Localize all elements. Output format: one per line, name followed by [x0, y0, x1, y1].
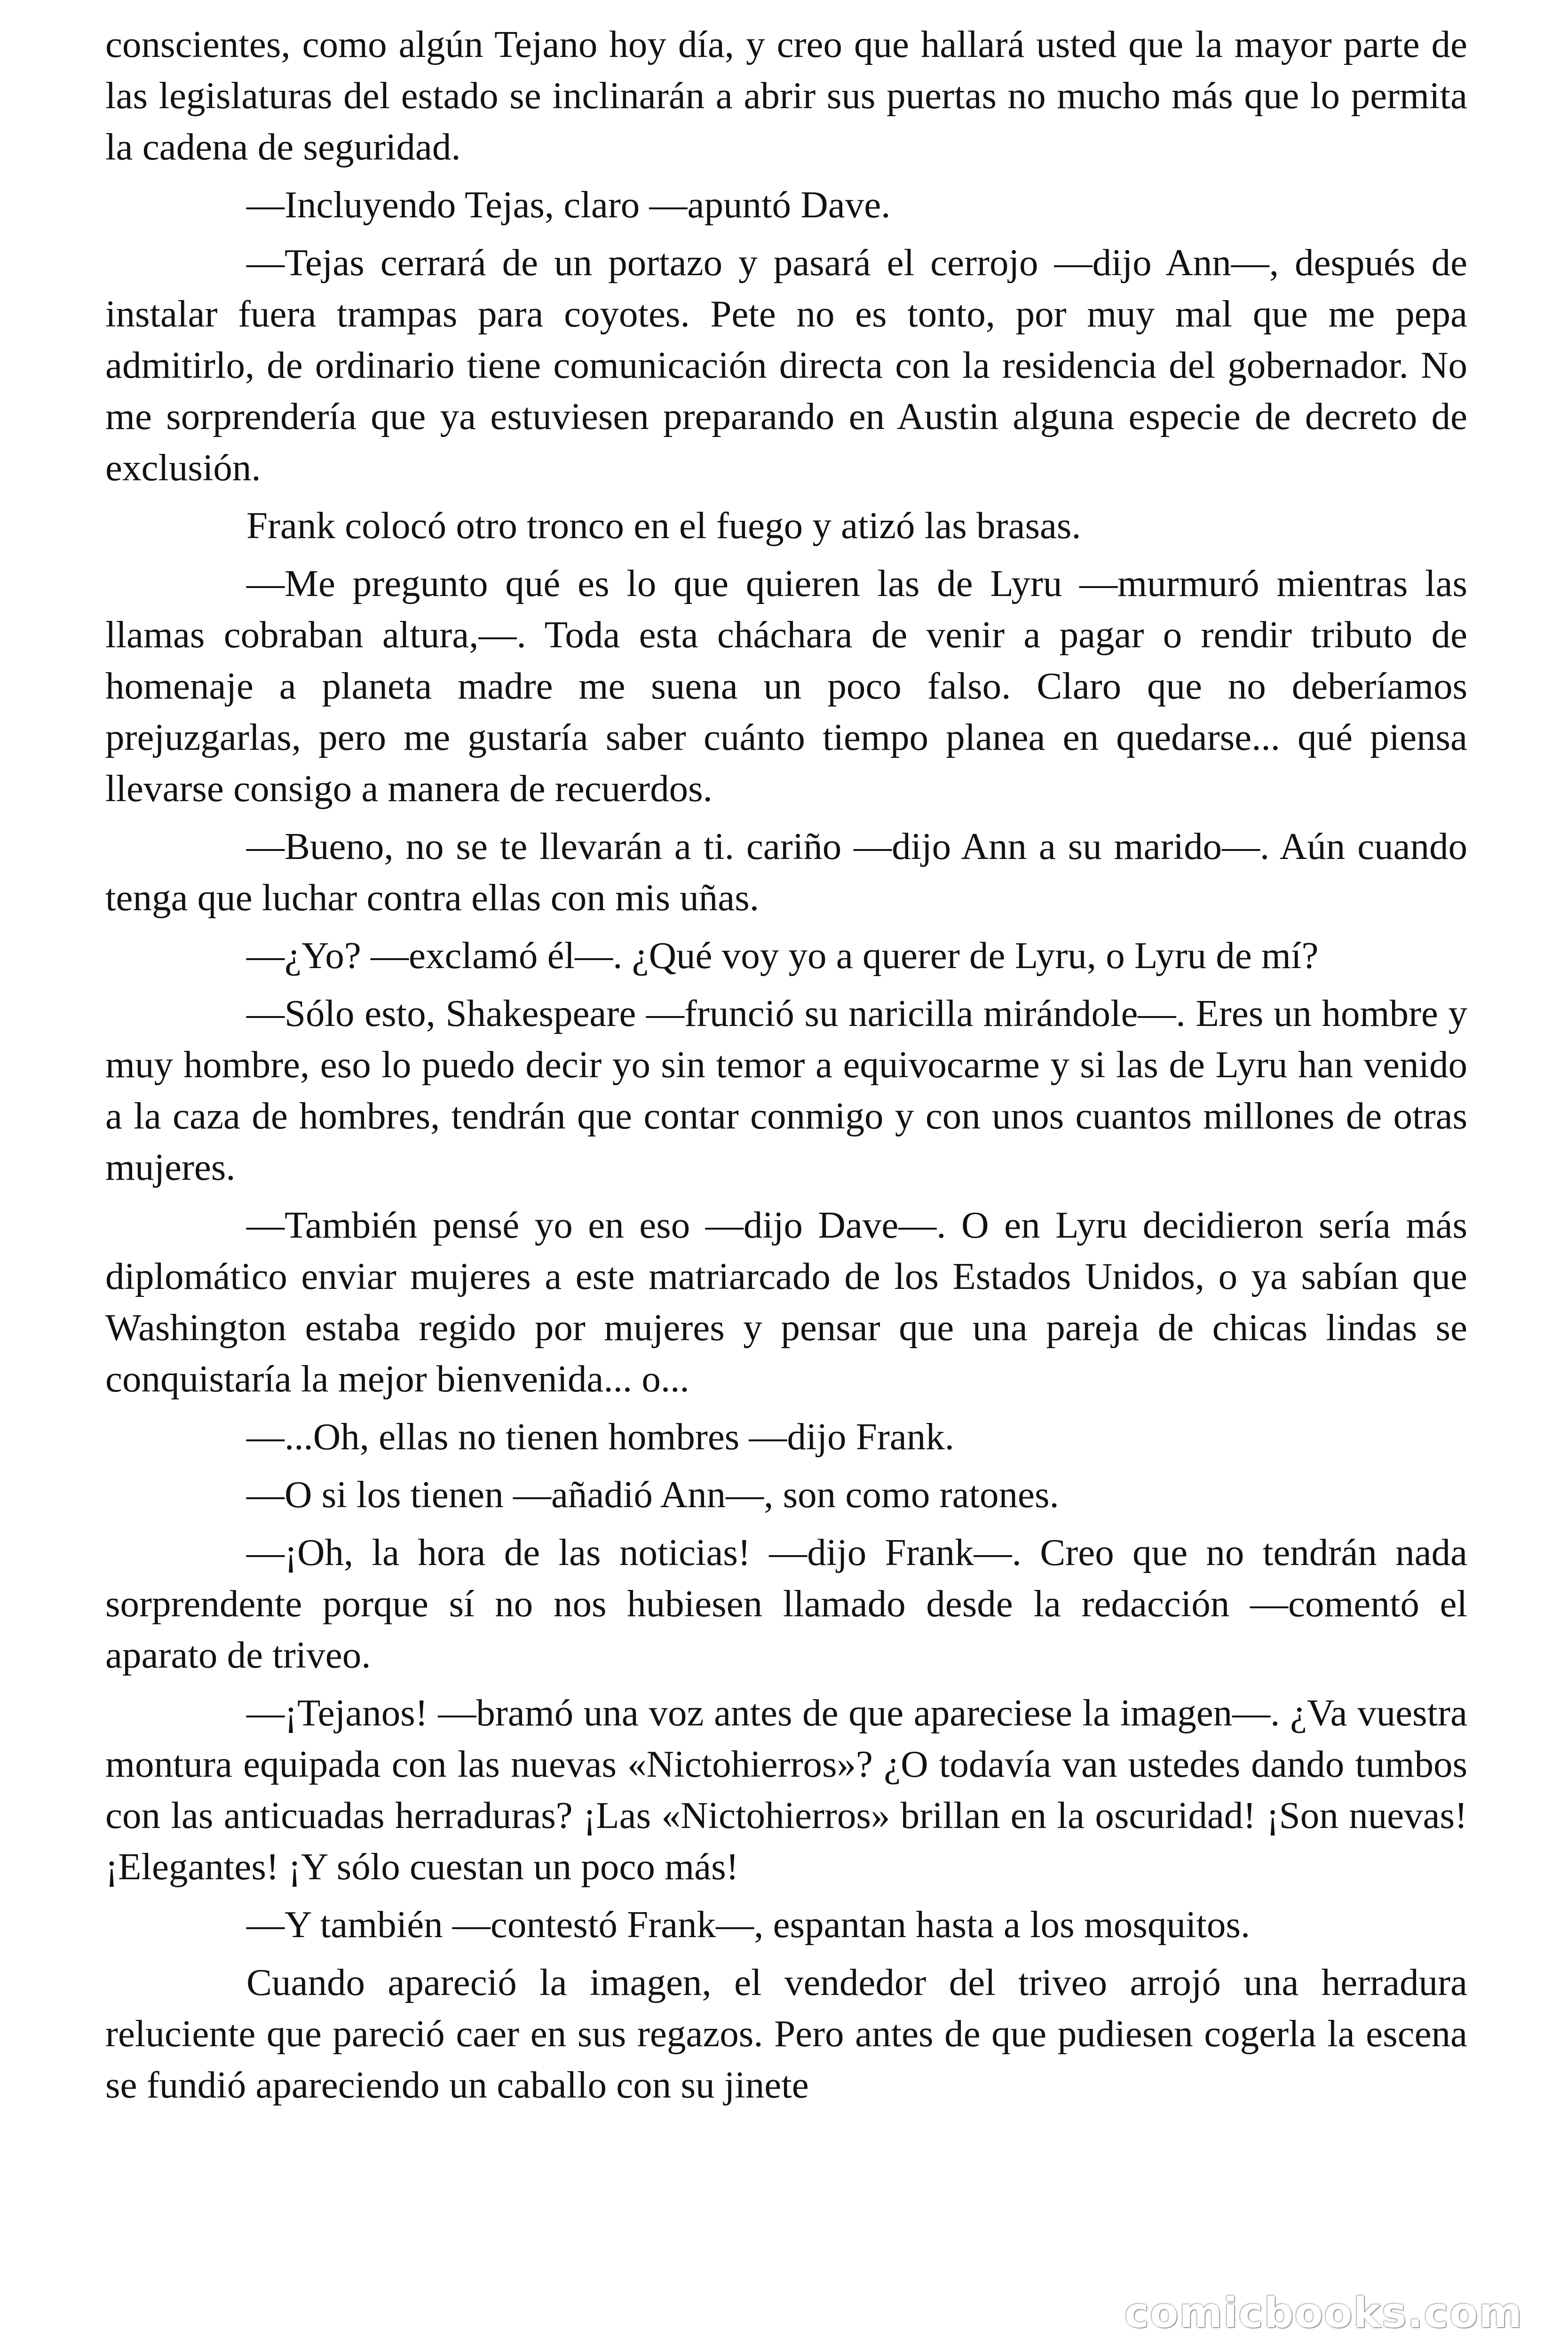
paragraph: —Incluyendo Tejas, claro —apuntó Dave. — [246, 183, 891, 226]
paragraph: —También pensé yo en eso —dijo Dave—. O en Lyru decidieron sería más diplomático enviar mujeres a este matriarcado de los Estados Unidos, o ya sabían que Washington estaba regido por mujeres y pensar que una pareja de chicas lindas se conquistaría la mejor bienvenida... o... — [105, 1204, 1467, 1400]
watermark: comicbooks.com — [1124, 2288, 1523, 2337]
paragraph: —Bueno, no se te llevarán a ti. cariño —dijo Ann a su marido—. Aún cuando tenga que luchar contra ellas con mis uñas. — [105, 825, 1467, 919]
page-body — [105, 19, 1467, 2117]
paragraph: —O si los tienen —añadió Ann—, son como ratones. — [246, 1473, 1059, 1516]
paragraph: Cuando apareció la imagen, el vendedor del triveo arrojó una herradura reluciente que pareció caer en sus regazos. Pero antes de que pudiesen cogerla la escena se fundió apareciendo un caballo con su jinete — [105, 1961, 1467, 2106]
paragraph: conscientes, como algún Tejano hoy día, y creo que hallará usted que la mayor parte de las legislaturas del estado se inclinarán a abrir sus puertas no mucho más que lo permita la cadena de seguridad. — [105, 23, 1467, 168]
paragraph: —Y también —contestó Frank—, espantan hasta a los mosquitos. — [246, 1903, 1251, 1946]
paragraph: —¡Oh, la hora de las noticias! —dijo Frank—. Creo que no tendrán nada sorprendente porque sí no nos hubiesen llamado desde la redacción —comentó el aparato de triveo. — [105, 1531, 1467, 1676]
paragraph: —¿Yo? —exclamó él—. ¿Qué voy yo a querer de Lyru, o Lyru de mí? — [246, 934, 1319, 977]
paragraph: —Me pregunto qué es lo que quieren las de Lyru —murmuró mientras las llamas cobraban altura,—. Toda esta cháchara de venir a pagar o rendir tributo de homenaje a planeta madre me suena un poco falso. Claro que no deberíamos prejuzgarlas, pero me gustaría saber cuánto tiempo planea en quedarse... qué piensa llevarse consigo a manera de recuerdos. — [105, 562, 1467, 810]
paragraph: —...Oh, ellas no tienen hombres —dijo Frank. — [246, 1415, 955, 1458]
paragraph: —¡Tejanos! —bramó una voz antes de que apareciese la imagen—. ¿Va vuestra montura equipada con las nuevas «Nictohierros»? ¿O todavía van ustedes dando tumbos con las anticuadas herraduras? ¡Las «Nictohierros» brillan en la oscuridad! ¡Son nuevas! ¡Elegantes! ¡Y sólo cuestan un poco más! — [105, 1692, 1467, 1888]
paragraph: —Sólo esto, Shakespeare —frunció su naricilla mirándole—. Eres un hombre y muy hombre, eso lo puedo decir yo sin temor a equivocarme y si las de Lyru han venido a la caza de hombres, tendrán que contar conmigo y con unos cuantos millones de otras mujeres. — [105, 992, 1467, 1188]
paragraph: Frank colocó otro tronco en el fuego y atizó las brasas. — [246, 504, 1081, 547]
paragraph: —Tejas cerrará de un portazo y pasará el cerrojo —dijo Ann—, después de instalar fuera trampas para coyotes. Pete no es tonto, por muy mal que me pepa admitirlo, de ordinario tiene comunicación directa con la residencia del gobernador. No me sorprendería que ya estuviesen preparando en Austin alguna especie de decreto de exclusión. — [105, 241, 1467, 489]
